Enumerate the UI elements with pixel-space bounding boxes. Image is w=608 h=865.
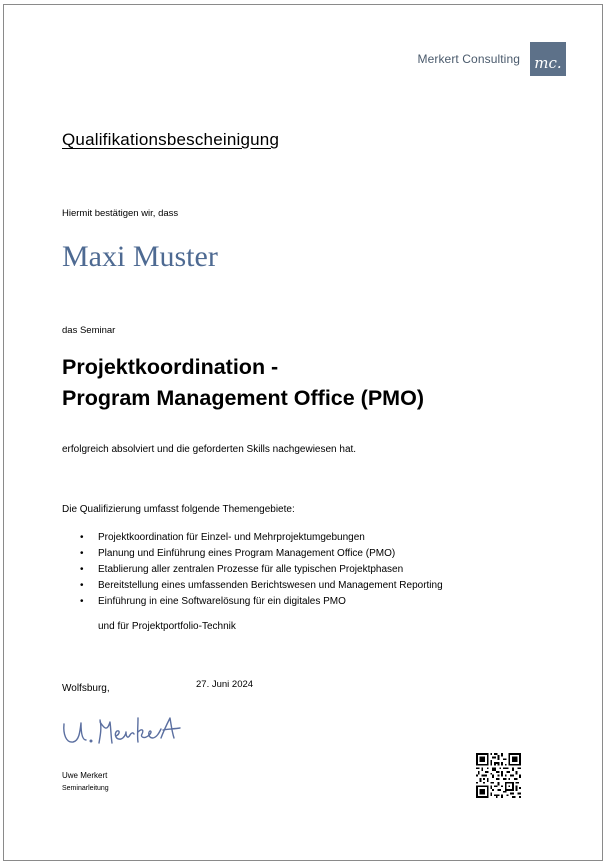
company-logo: mc. <box>530 42 566 76</box>
topic-item: • Planung und Einführung eines Program Management Office (PMO) <box>80 546 443 562</box>
topic-item: • Etablierung aller zentralen Prozesse für alle typischen Projektphasen <box>80 562 443 578</box>
signature-image <box>60 710 190 755</box>
date: 27. Juni 2024 <box>196 679 254 690</box>
signer-role: Seminarleitung <box>62 785 109 792</box>
seminar-title <box>62 352 424 414</box>
intro-text: Hiermit bestätigen wir, dass <box>62 208 179 219</box>
company-name: Merkert Consulting <box>417 52 520 66</box>
qr-code-image <box>476 753 521 798</box>
scope-intro: Die Qualifizierung umfasst folgende Themengebiete: <box>62 504 295 515</box>
completion-text: erfolgreich absolviert und die geforderten Skills nachgewiesen hat. <box>62 444 357 455</box>
recipient-name: Maxi Muster <box>62 240 218 273</box>
place: Wolfsburg, <box>62 683 110 694</box>
topic-item: • Einführung in eine Softwarelösung für ein digitales PMO <box>80 594 443 610</box>
topic-item: • Projektkoordination für Einzel- und Mehrprojektumgebungen <box>80 530 443 546</box>
seminar-label: das Seminar <box>62 325 116 336</box>
topic-item: • Bereitstellung eines umfassenden Berichtswesen und Management Reporting <box>80 578 443 594</box>
certificate-title: Qualifikationsbescheinigung <box>62 130 280 149</box>
topics-list <box>80 530 443 610</box>
signer-name: Uwe Merkert <box>62 771 108 780</box>
seminar-title-line-1: Projektkoordination - <box>62 355 279 379</box>
brand-header <box>417 42 566 76</box>
topic-continuation: und für Projektportfolio-Technik <box>98 621 236 632</box>
seminar-title-line-2: Program Management Office (PMO) <box>62 386 424 410</box>
